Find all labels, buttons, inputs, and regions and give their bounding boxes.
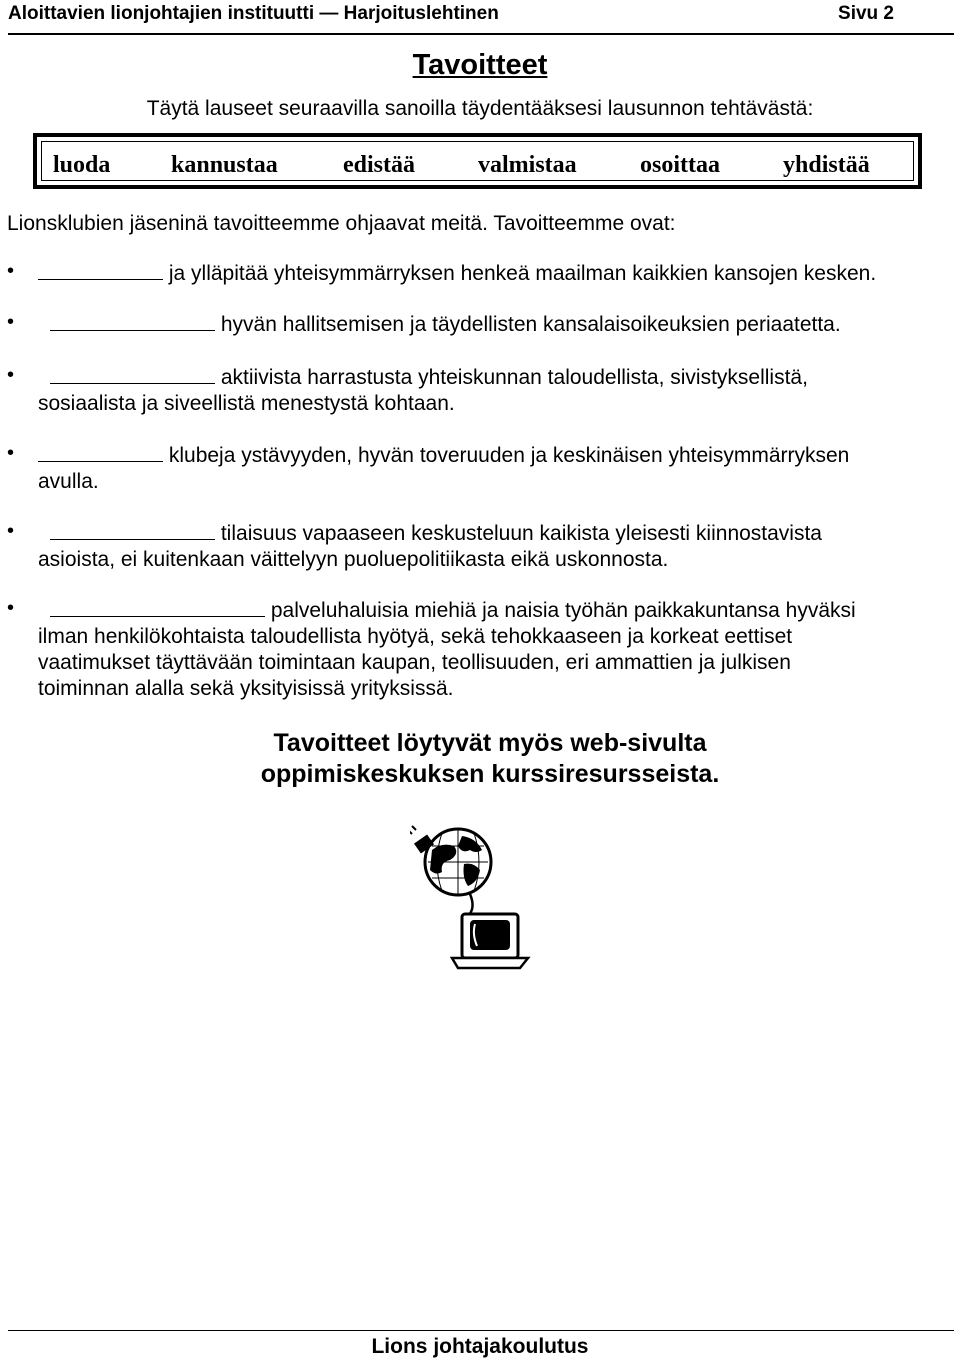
list-item: klubeja ystävyyden, hyvän toveruuden ja keskinäisen yhteisymmärryksen [38,443,849,469]
word-bank-item: valmistaa [478,152,577,178]
fill-in-blank[interactable] [50,598,265,617]
word-bank-item: kannustaa [171,152,278,178]
bullet-icon: • [7,364,15,386]
list-item: palveluhaluisia miehiä ja naisia työhän paikkakuntansa hyväksi [50,598,856,624]
bullet-icon: • [7,260,15,282]
instruction-text: Täytä lauseet seuraavilla sanoilla täydentääksesi lausunnon tehtävästä: [146,97,814,120]
footer-rule [8,1330,954,1331]
bullet-icon: • [7,442,15,464]
list-item-continuation: asioista, ei kuitenkaan väittelyyn puoluepolitiikasta eikä uskonnosta. [38,548,669,571]
bullet-icon: • [7,520,15,542]
word-bank-item: yhdistää [783,152,870,178]
fill-in-blank[interactable] [38,261,163,280]
intro-text: Lionsklubien jäseninä tavoitteemme ohjaavat meitä. Tavoitteemme ovat: [7,212,676,235]
list-item-continuation: avulla. [38,470,99,493]
fill-in-blank[interactable] [50,521,215,540]
fill-in-blank[interactable] [50,312,215,331]
word-bank-box [33,133,922,189]
list-item: aktiivista harrastusta yhteiskunnan taloudellista, sivistyksellistä, [50,365,808,391]
header-rule [8,33,954,35]
list-item: tilaisuus vapaaseen keskusteluun kaikista yleisesti kiinnostavista [50,521,822,547]
page-footer: Lions johtajakoulutus [371,1335,589,1358]
list-item: ja ylläpitää yhteisymmärryksen henkeä maailman kaikkien kansojen kesken. [38,261,876,287]
web-resource-note: Tavoitteet löytyvät myös web-sivulta oppimiskeskuksen kurssiresursseista. [260,729,720,788]
page-header [8,0,954,36]
word-bank-item: edistää [343,152,415,178]
list-item-continuation: sosiaalista ja siveellistä menestystä kohtaan. [38,392,455,415]
word-bank-item: osoittaa [640,152,720,178]
header-title: Aloittavien lionjohtajien instituutti — Harjoituslehtinen [8,3,499,24]
list-item: hyvän hallitsemisen ja täydellisten kansalaisoikeuksien periaatetta. [50,312,841,338]
list-item-continuation: ilman henkilökohtaista taloudellista hyötyä, sekä tehokkaaseen ja korkeat eettiset [38,625,793,648]
list-item-continuation: vaatimukset täyttävään toimintaan kaupan, teollisuuden, eri ammattien ja julkisen [38,651,791,674]
page-title: Tavoitteet [412,49,548,81]
globe-computer-icon [410,820,540,970]
list-item-continuation: toiminnan alalla sekä yksityisissä yrityksissä. [38,677,454,700]
page-number: Sivu 2 [838,3,894,24]
fill-in-blank[interactable] [50,365,215,384]
bullet-icon: • [7,597,15,619]
bullet-icon: • [7,311,15,333]
fill-in-blank[interactable] [38,443,163,462]
word-bank-item: luoda [53,152,111,178]
